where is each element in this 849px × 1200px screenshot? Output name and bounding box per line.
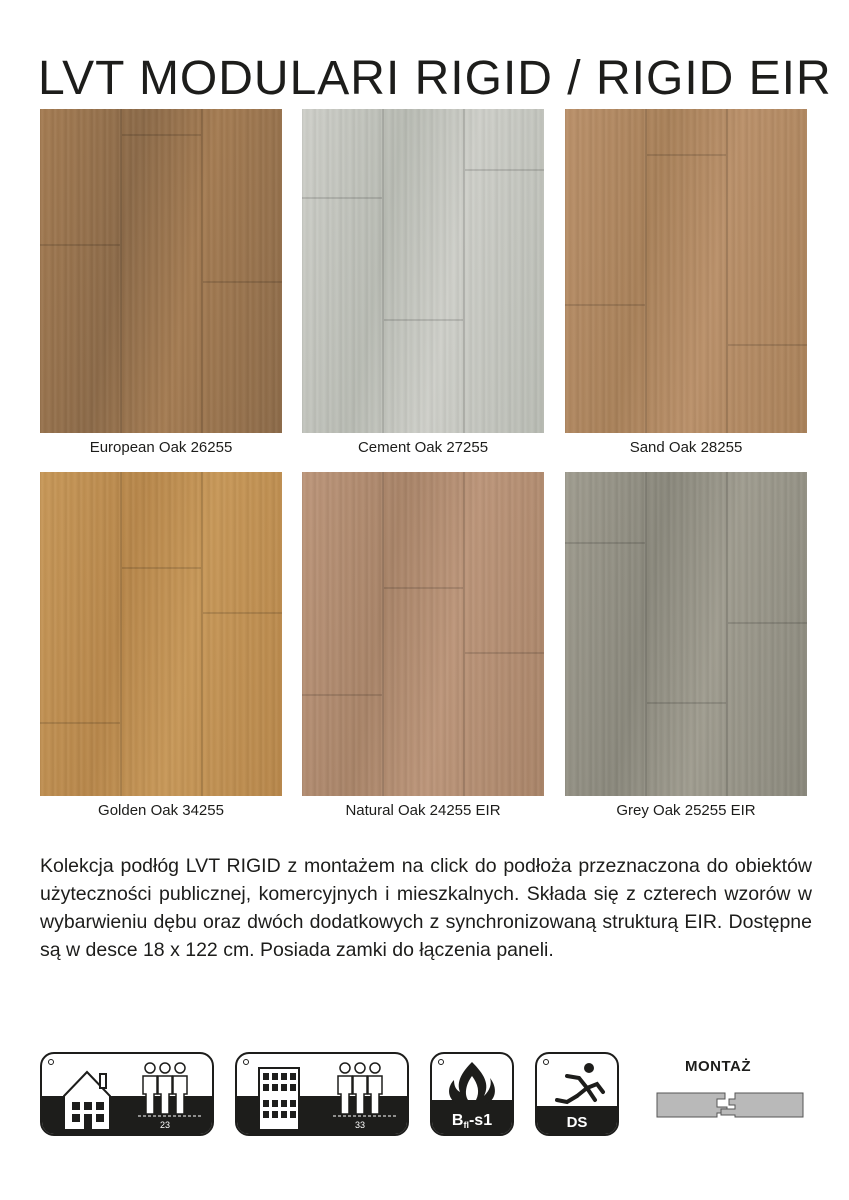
commercial-use-badge [235, 1052, 409, 1136]
commercial-class-label: 33 [354, 1120, 366, 1130]
office-building-icon [259, 1068, 299, 1130]
slipping-person-icon [557, 1063, 603, 1102]
swatch-grey-oak [565, 472, 807, 796]
swatch-golden-oak [40, 472, 282, 796]
caption-cement-oak: Cement Oak 27255 [357, 439, 489, 456]
montaz-label: MONTAŻ [685, 1058, 752, 1075]
people-icon [338, 1063, 382, 1114]
flame-icon [449, 1062, 495, 1104]
collection-description: Kolekcja podłóg LVT RIGID z montażem na click do podłoża przeznaczona do obiektów użyteczności publicznej, komercyjnych i mieszkalnych. Składa się z czterech wzorów w wybarwieniu dębu oraz dwóch dodatkowych z synchronizowaną strukturą EIR. Dostępne są w desce 18 x 122 cm. Posiada zamki do łączenia paneli. [40, 855, 812, 961]
caption-european-oak: European Oak 26255 [89, 439, 233, 456]
slip-class-label: DS [566, 1114, 588, 1131]
slip-resistance-badge [535, 1052, 619, 1136]
fire-class-badge [430, 1052, 514, 1136]
people-icon [143, 1063, 187, 1114]
click-lock-joint-icon [655, 1085, 805, 1125]
residential-use-badge [40, 1052, 214, 1136]
swatch-european-oak [40, 109, 282, 433]
swatch-natural-oak [302, 472, 544, 796]
swatch-sand-oak [565, 109, 807, 433]
caption-natural-oak: Natural Oak 24255 EIR [345, 802, 501, 819]
house-icon [64, 1072, 110, 1130]
caption-sand-oak: Sand Oak 28255 [629, 439, 743, 456]
fire-class-label: Bfl-s1 [451, 1112, 493, 1130]
swatch-cement-oak [302, 109, 544, 433]
caption-grey-oak: Grey Oak 25255 EIR [616, 802, 756, 819]
page-title: LVT MODULARI RIGID / RIGID EIR [38, 52, 832, 105]
caption-golden-oak: Golden Oak 34255 [98, 802, 224, 819]
residential-class-label: 23 [159, 1120, 171, 1130]
